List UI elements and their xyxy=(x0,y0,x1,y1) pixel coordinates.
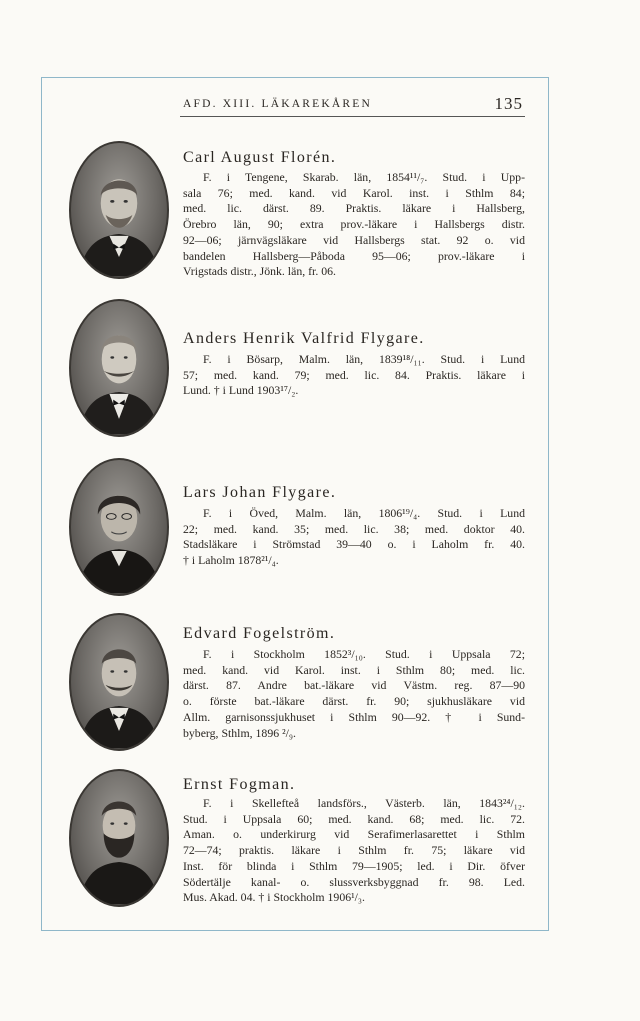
bio-line: F. i Bösarp, Malm. län, 1839¹⁸/₁₁. Stud. i Lund xyxy=(203,352,525,366)
bio-line: F. i Stockholm 1852³/₁₀. Stud. i Uppsala 72; xyxy=(203,647,525,661)
bio-line: F. i Öved, Malm. län, 1806¹⁹/₄. Stud. i Lund xyxy=(203,506,525,520)
portrait-photo xyxy=(69,458,169,596)
bio-line: † i Laholm 1878²¹/₄. xyxy=(183,553,279,568)
bio-line: F. i Tengene, Skarab. län, 1854¹¹/₇. Stud. i Upp- xyxy=(203,170,525,184)
portrait-photo xyxy=(69,613,169,751)
biography-text xyxy=(183,647,525,741)
biography-text xyxy=(183,170,525,280)
bio-line: därst. 87. Andre bat.-läkare vid Västm. reg. 87—90 xyxy=(183,678,525,693)
bio-line: F. i Skellefteå landsförs., Västerb. län, 1843²⁴/₁₂. xyxy=(203,796,525,810)
bio-line: 92—06; järnvägsläkare vid Hallsbergs stat. 92 o. vid xyxy=(183,232,525,247)
biography-text xyxy=(183,796,525,906)
bio-line: Lund. † i Lund 1903¹⁷/₂. xyxy=(183,383,299,398)
bio-line: Mus. Akad. 04. † i Stockholm 1906¹/₃. xyxy=(183,890,365,905)
portrait-photo xyxy=(69,141,169,279)
portrait-photo xyxy=(69,299,169,437)
bio-line: Stud. i Uppsala 60; med. kand. 68; med. lic. 72. xyxy=(183,811,525,826)
biography-text xyxy=(183,352,525,399)
biography-text xyxy=(183,506,525,569)
bio-line: bandelen Hallsberg—Påboda 95—06; prov.-läkare i xyxy=(183,248,525,263)
bio-line: 57; med. kand. 79; med. lic. 84. Praktis. läkare i xyxy=(183,367,525,382)
portrait-figure-icon xyxy=(71,615,167,749)
bio-line: Stadsläkare i Strömstad 39—40 o. i Laholm fr. 40. xyxy=(183,537,525,552)
portrait-figure-icon xyxy=(71,301,167,435)
portrait-photo xyxy=(69,769,169,907)
portrait-figure-icon xyxy=(71,143,167,277)
bio-line: med. lic. därst. 89. Praktis. läkare i Hallsberg, xyxy=(183,201,525,216)
person-name: Edvard Fogelström. xyxy=(183,625,336,642)
bio-line: o. förste bat.-läkare därst. fr. 90; sjukhusläkare vid xyxy=(183,694,525,709)
bio-line: Örebro län, 90; extra prov.-läkare i Hallsbergs distr. xyxy=(183,217,525,232)
header-rule xyxy=(180,116,525,117)
running-head xyxy=(183,94,523,116)
portrait-figure-icon xyxy=(71,771,167,905)
bio-line: med. kand. vid Karol. inst. i Sthlm 80; med. lic. xyxy=(183,662,525,677)
portrait-figure-icon xyxy=(71,460,167,594)
bio-line: Södertälje kanal- o. slussverksbyggnad fr. 98. Led. xyxy=(183,874,525,889)
person-name: Ernst Fogman. xyxy=(183,776,296,793)
bio-line: Allm. garnisonssjukhuset i Sthlm 90—92. † i Sund- xyxy=(183,709,525,724)
bio-line: Inst. för blinda i Sthlm 79—1905; led. i Dir. öfver xyxy=(183,858,525,873)
bio-line: Vrigstads distr., Jönk. län, fr. 06. xyxy=(183,264,336,279)
bio-line: sala 76; med. kand. vid Karol. inst. i Sthlm 84; xyxy=(183,185,525,200)
person-name: Anders Henrik Valfrid Flygare. xyxy=(183,330,425,347)
bio-line: Aman. o. underkirurg vid Serafimerlasarettet i Sthlm xyxy=(183,827,525,842)
bio-line: 72—74; praktis. läkare i Sthlm fr. 75; läkare vid xyxy=(183,843,525,858)
person-name: Lars Johan Flygare. xyxy=(183,484,337,501)
person-name: Carl August Florén. xyxy=(183,149,337,166)
page-number: 135 xyxy=(494,94,523,113)
section-title: AFD. XIII. LÄKAREKÅREN xyxy=(183,98,372,110)
bio-line: 22; med. kand. 35; med. lic. 38; med. doktor 40. xyxy=(183,521,525,536)
bio-line: byberg, Sthlm, 1896 ²/₉. xyxy=(183,725,296,740)
